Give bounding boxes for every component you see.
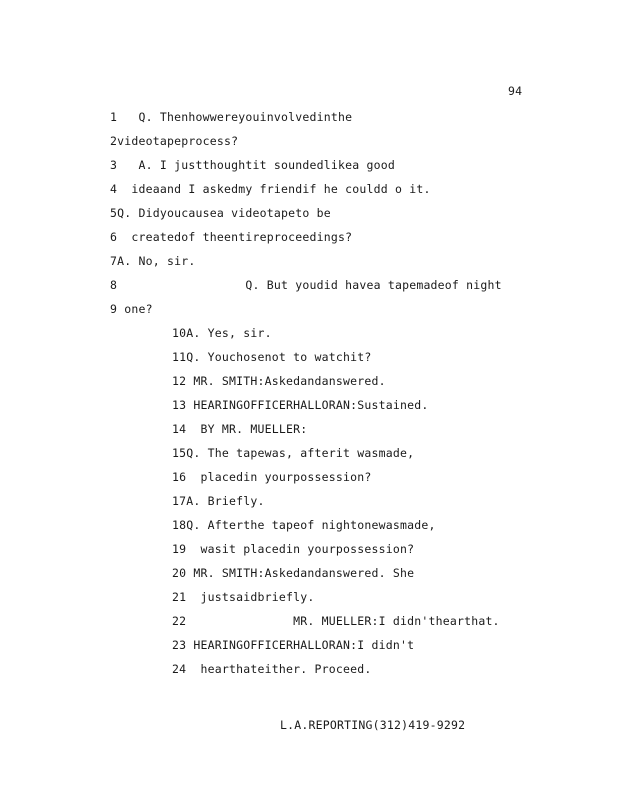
transcript-line: 13 HEARINGOFFICERHALLORAN:Sustained. <box>172 398 429 412</box>
transcript-line: 14 BY MR. MUELLER: <box>172 422 308 436</box>
transcript-line: 16 placedin yourpossession? <box>172 470 372 484</box>
transcript-line: 9 one? <box>110 302 153 316</box>
transcript-line: 15Q. The tapewas, afterit wasmade, <box>172 446 415 460</box>
transcript-line: 11Q. Youchosenot to watchit? <box>172 350 372 364</box>
transcript-line: 5Q. Didyoucausea videotapeto be <box>110 206 331 220</box>
transcript-line: 20 MR. SMITH:Askedandanswered. She <box>172 566 415 580</box>
transcript-line: 22 MR. MUELLER:I didn'thearthat. <box>172 614 500 628</box>
transcript-line: 24 hearthateither. Proceed. <box>172 662 372 676</box>
footer-reporter: L.A.REPORTING(312)419-9292 <box>280 718 466 732</box>
transcript-line: 12 MR. SMITH:Askedandanswered. <box>172 374 386 388</box>
transcript-line: 10A. Yes, sir. <box>172 326 272 340</box>
transcript-line: 7A. No, sir. <box>110 254 196 268</box>
transcript-line: 18Q. Afterthe tapeof nightonewasmade, <box>172 518 436 532</box>
transcript-line: 23 HEARINGOFFICERHALLORAN:I didn't <box>172 638 415 652</box>
transcript-line: 17A. Briefly. <box>172 494 265 508</box>
transcript-line: 2videotapeprocess? <box>110 134 239 148</box>
transcript-line: 3 A. I justthoughtit soundedlikea good <box>110 158 395 172</box>
transcript-line: 4 ideaand I askedmy friendif he couldd o it. <box>110 182 431 196</box>
page-number: 94 <box>508 84 523 98</box>
transcript-line: 1 Q. Thenhowwereyouinvolvedinthe <box>110 110 353 124</box>
transcript-line: 21 justsaidbriefly. <box>172 590 315 604</box>
transcript-line: 6 createdof theentireproceedings? <box>110 230 353 244</box>
transcript-line: 19 wasit placedin yourpossession? <box>172 542 415 556</box>
transcript-line: 8 Q. But youdid havea tapemadeof night <box>110 278 502 292</box>
